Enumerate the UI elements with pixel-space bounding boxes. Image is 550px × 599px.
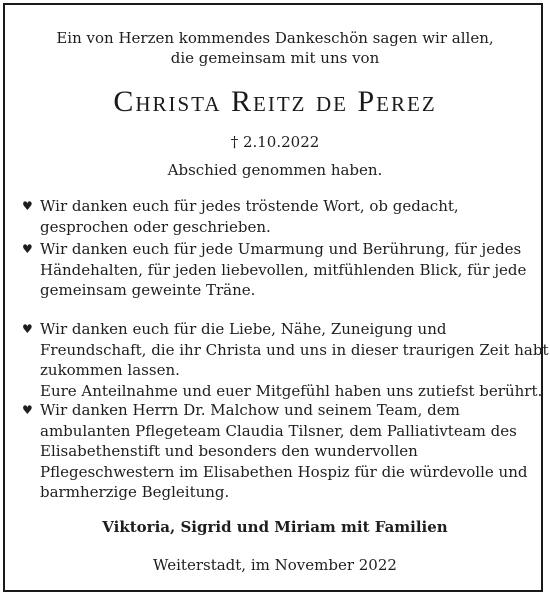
thanks-line: zukommen lassen. bbox=[40, 361, 180, 379]
thanks-line: Wir danken Herrn Dr. Malchow und seinem Team, dem bbox=[40, 401, 460, 419]
heart-icon: ♥ bbox=[22, 199, 33, 213]
farewell-text: Abschied genommen haben. bbox=[167, 161, 383, 179]
thanks-line: Eure Anteilnahme und euer Mitgefühl haben uns zutiefst berührt. bbox=[40, 381, 543, 400]
thanks-line: barmherzige Begleitung. bbox=[40, 483, 230, 501]
death-date: † 2.10.2022 bbox=[230, 133, 320, 151]
thanks-line: Händehalten, für jeden liebevollen, mitfühlenden Blick, für jede bbox=[40, 260, 527, 279]
heart-icon: ♥ bbox=[22, 322, 33, 336]
thanks-line: Wir danken euch für die Liebe, Nähe, Zuneigung und bbox=[40, 320, 447, 338]
signature: Viktoria, Sigrid und Miriam mit Familien bbox=[102, 518, 448, 536]
thanks-line: ambulanten Pflegeteam Claudia Tilsner, dem Palliativteam des bbox=[40, 421, 517, 440]
deceased-name: Christa Reitz de Perez bbox=[113, 85, 437, 118]
heart-icon: ♥ bbox=[22, 242, 33, 256]
thanks-line: gemeinsam geweinte Träne. bbox=[40, 281, 256, 299]
place-and-date: Weiterstadt, im November 2022 bbox=[153, 556, 397, 574]
heart-icon: ♥ bbox=[22, 403, 33, 417]
thanks-line: Freundschaft, die ihr Christa und uns in dieser traurigen Zeit habt bbox=[40, 340, 549, 359]
thanks-line: Wir danken euch für jede Umarmung und Berührung, für jedes bbox=[40, 240, 522, 258]
thanks-line: Wir danken euch für jedes tröstende Wort, ob gedacht, bbox=[40, 197, 459, 215]
intro-line-2: die gemeinsam mit uns von bbox=[170, 49, 380, 67]
thanks-line: gesprochen oder geschrieben. bbox=[40, 217, 271, 236]
intro-line-1: Ein von Herzen kommendes Dankeschön sagen wir allen, bbox=[56, 29, 494, 47]
thanks-line: Pflegeschwestern im Elisabethen Hospiz für die würdevolle und bbox=[40, 462, 528, 481]
thanks-line: Elisabethenstift und besonders den wundervollen bbox=[40, 442, 418, 460]
